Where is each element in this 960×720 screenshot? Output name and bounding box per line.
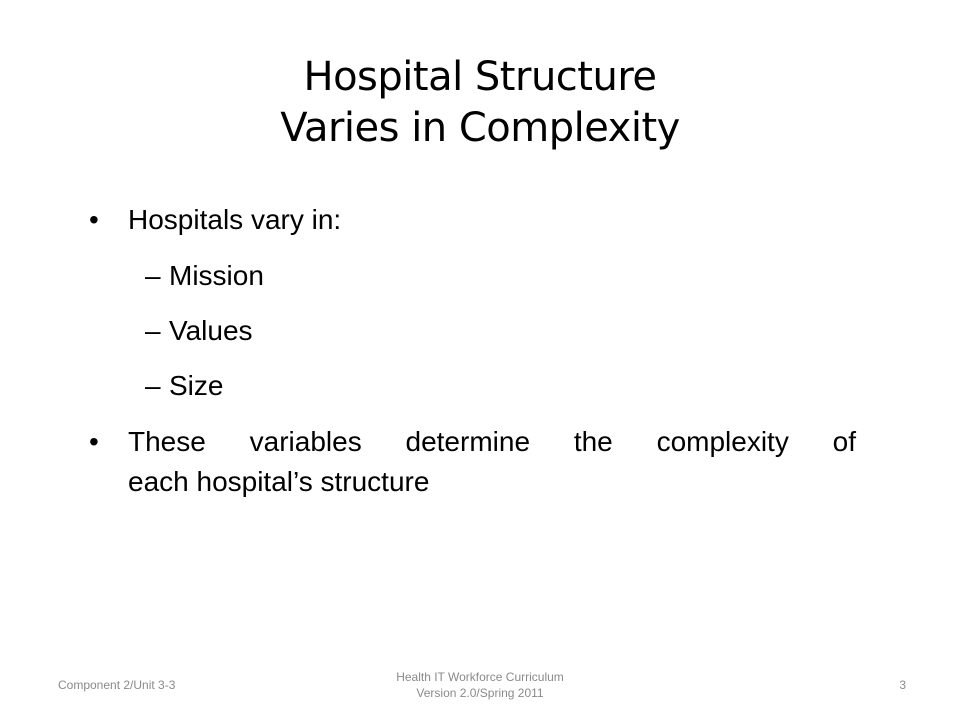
bullet-dot-icon: •	[89, 426, 99, 457]
footer-curriculum	[330, 669, 630, 701]
title-line-1: Hospital Structure	[303, 54, 657, 100]
subitem-size: Size	[169, 370, 224, 401]
bullet-2-line-2: each hospital’s structure	[128, 466, 430, 497]
bullet-2-line-1: These variables determine the complexity of	[128, 426, 856, 457]
title-line-2: Varies in Complexity	[280, 105, 680, 151]
bullet-dot-icon: •	[89, 204, 99, 235]
dash-icon: –	[145, 370, 161, 401]
dash-icon: –	[145, 260, 161, 291]
subitem-values: Values	[169, 315, 253, 346]
page-number: 3	[899, 678, 906, 692]
subitem-mission: Mission	[169, 260, 264, 291]
footer-center-line-1: Health IT Workforce Curriculum	[396, 670, 564, 684]
dash-icon: –	[145, 315, 161, 346]
footer-center-line-2: Version 2.0/Spring 2011	[416, 686, 544, 700]
bullet-1-text: Hospitals vary in:	[128, 204, 342, 235]
footer-component: Component 2/Unit 3-3	[58, 678, 176, 692]
